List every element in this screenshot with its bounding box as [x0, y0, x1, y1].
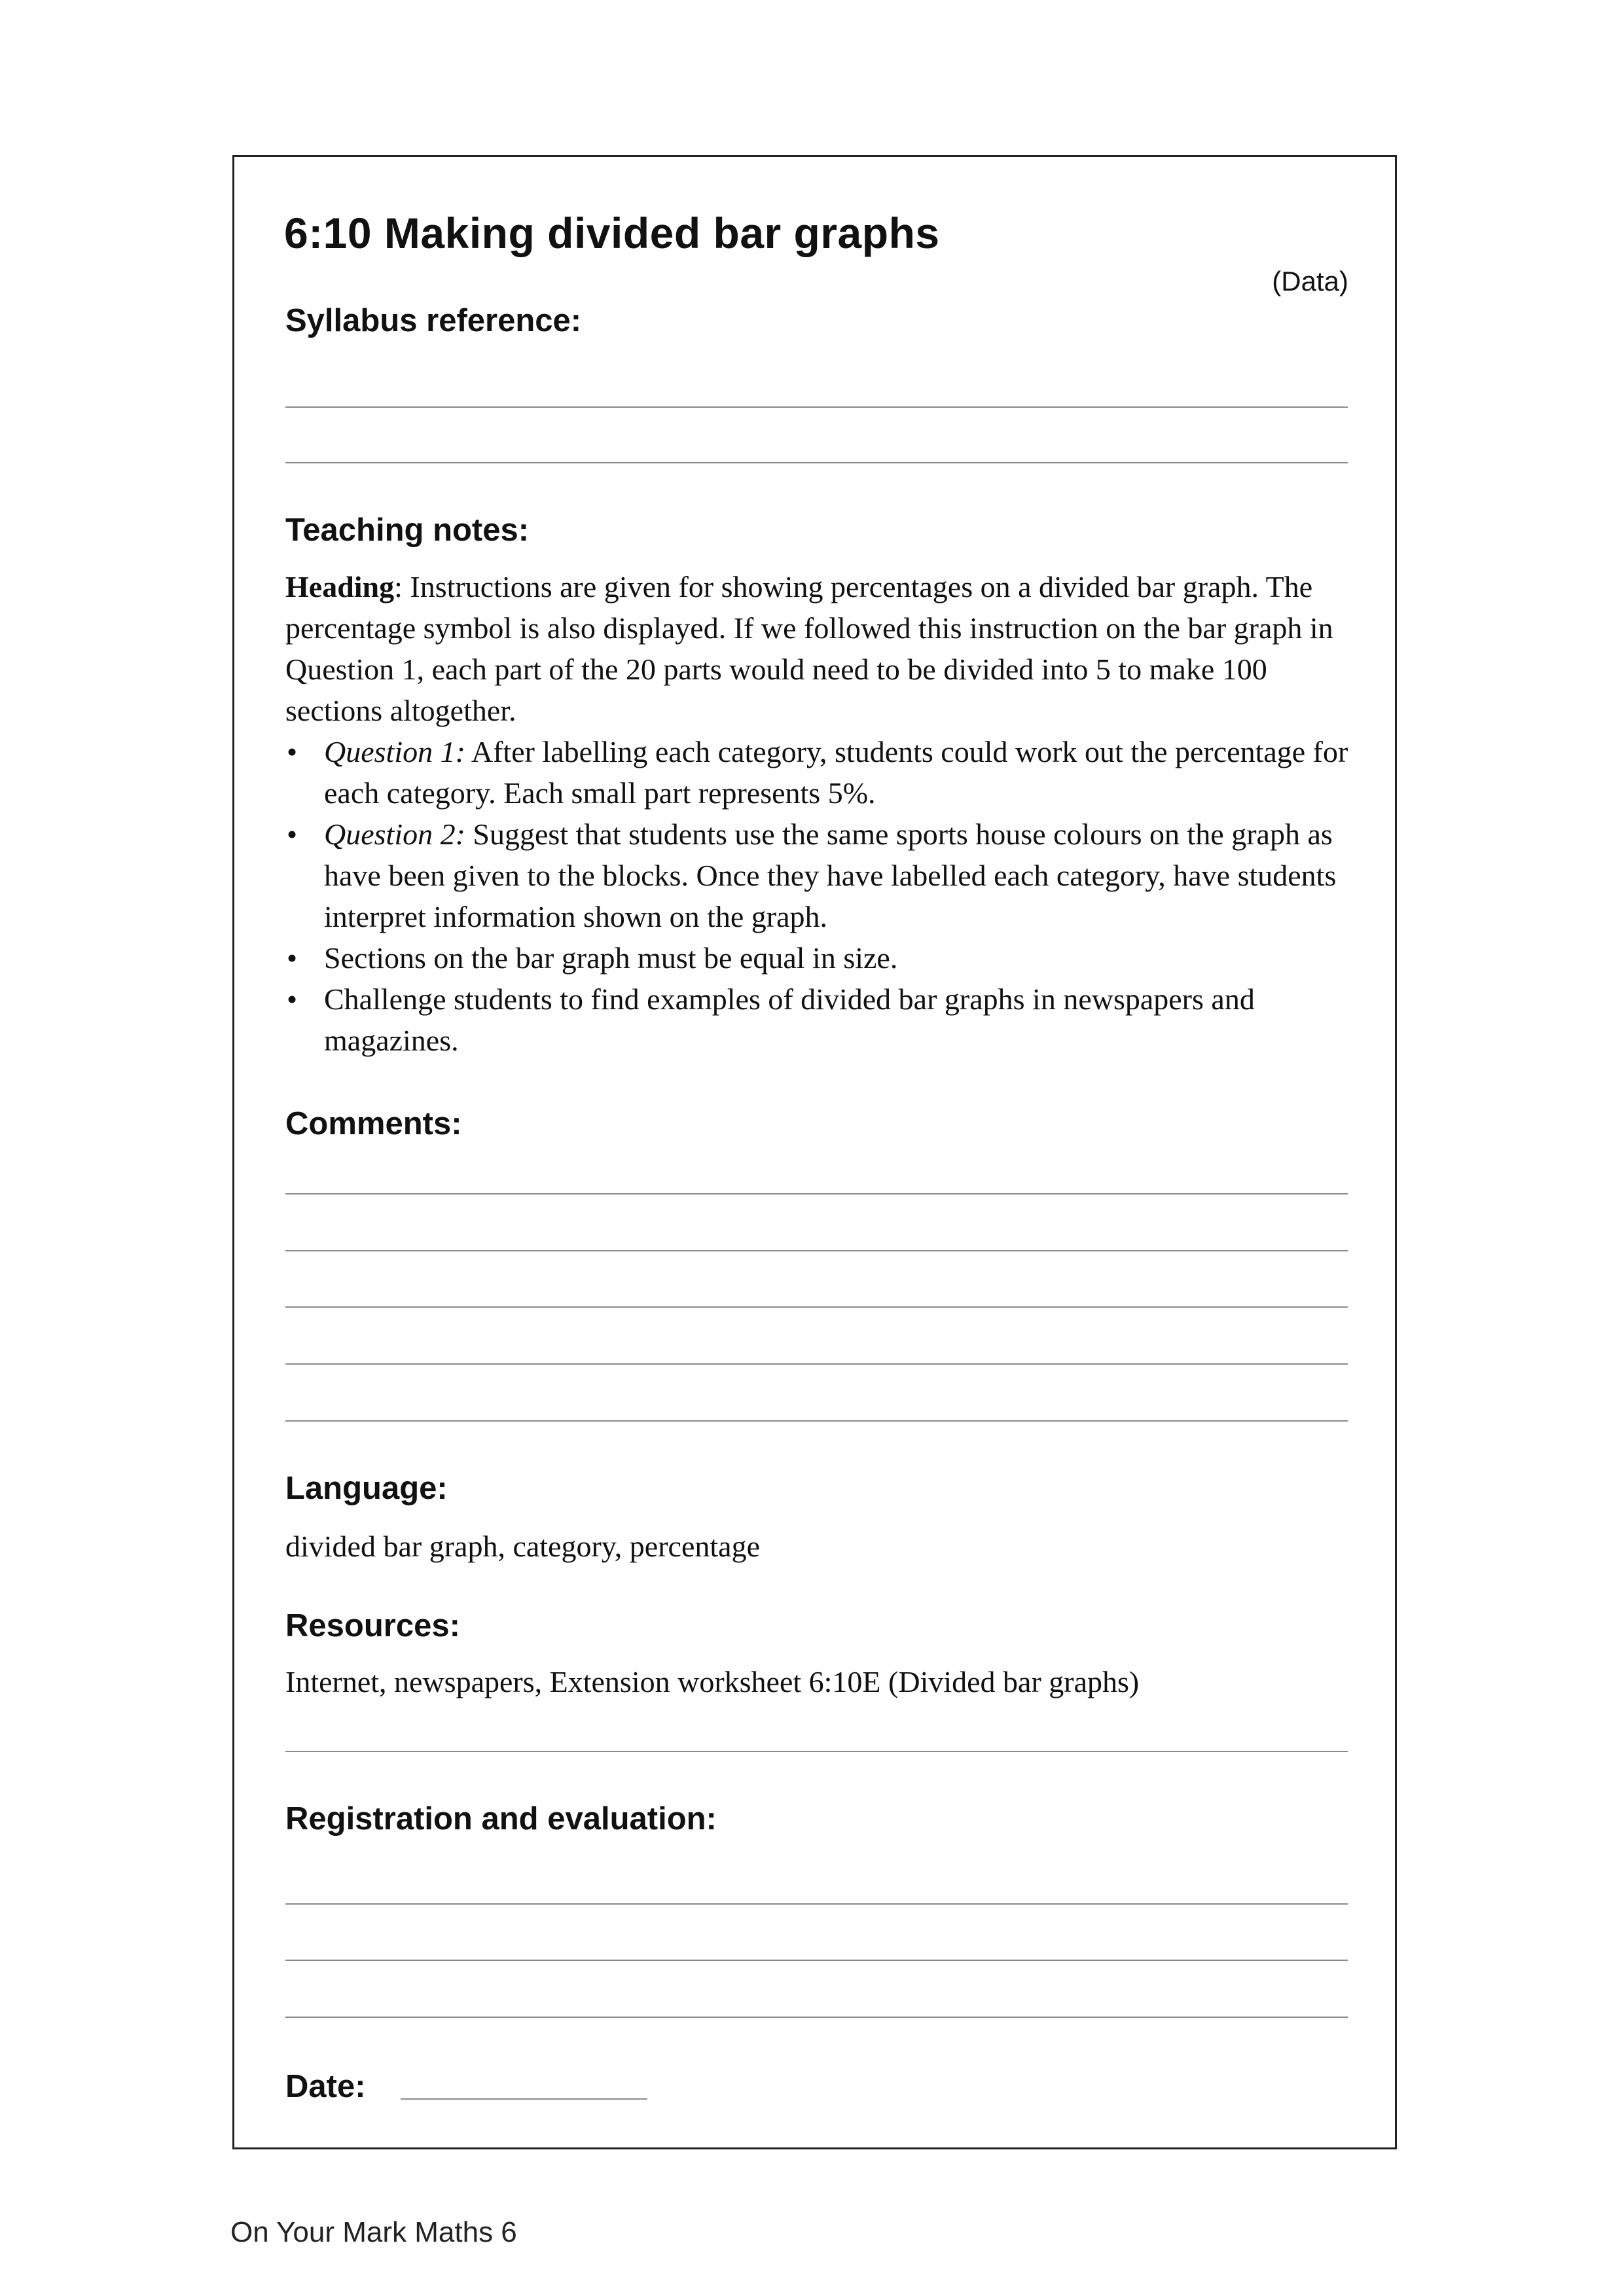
- bullet-icon: •: [287, 941, 298, 975]
- teaching-notes-body: [285, 566, 1359, 1061]
- registration-line-1: [285, 1903, 1348, 1905]
- bullet-text: Sections on the bar graph must be equal in size.: [324, 941, 898, 975]
- comments-line-2: [285, 1250, 1348, 1251]
- bullet-lead: Question 1:: [324, 735, 465, 768]
- comments-heading: Comments:: [285, 1106, 462, 1141]
- footer-book-title: On Your Mark Maths 6: [230, 2216, 517, 2248]
- syllabus-line-1: [285, 406, 1348, 408]
- teaching-intro: [285, 566, 1359, 731]
- comments-line-4: [285, 1363, 1348, 1365]
- intro-bold: Heading: [285, 570, 395, 603]
- bullet-icon: •: [287, 817, 298, 851]
- date-line: [401, 2098, 647, 2100]
- date-label: Date:: [285, 2069, 366, 2104]
- teaching-bullet-list: [285, 731, 1359, 1061]
- comments-line-3: [285, 1306, 1348, 1308]
- resources-text: Internet, newspapers, Extension worksheet 6:10E (Divided bar graphs): [285, 1665, 1140, 1698]
- comments-line-1: [285, 1193, 1348, 1194]
- strand-label: (Data): [1272, 266, 1348, 296]
- resources-heading: Resources:: [285, 1608, 460, 1643]
- resources-line: [285, 1751, 1348, 1752]
- syllabus-heading: Syllabus reference:: [285, 303, 582, 338]
- list-item: [285, 731, 1359, 814]
- syllabus-line-2: [285, 462, 1348, 463]
- bullet-text: Challenge students to find examples of divided bar graphs in newspapers and magazines.: [324, 982, 1255, 1057]
- bullet-icon: •: [287, 982, 298, 1016]
- intro-text: : Instructions are given for showing percentages on a divided bar graph. The percentage symbol is also displayed. If we followed this instruction on the bar graph in Question 1, each part of the 20 parts would need to be divided into 5 to make 100 sections altogether.: [285, 570, 1333, 727]
- language-text: divided bar graph, category, percentage: [285, 1530, 760, 1563]
- page-title: 6:10 Making divided bar graphs: [284, 209, 940, 257]
- language-heading: Language:: [285, 1471, 448, 1506]
- bullet-icon: •: [287, 735, 298, 768]
- list-item: [285, 937, 1359, 978]
- teaching-notes-heading: Teaching notes:: [285, 512, 530, 548]
- bullet-text: After labelling each category, students could work out the percentage for each category. Each small part represents 5%.: [324, 735, 1348, 810]
- registration-heading: Registration and evaluation:: [285, 1801, 717, 1837]
- bullet-lead: Question 2:: [324, 817, 465, 851]
- registration-line-3: [285, 2017, 1348, 2018]
- page-border: [232, 155, 1397, 2149]
- comments-line-5: [285, 1420, 1348, 1422]
- list-item: [285, 978, 1359, 1061]
- bullet-text: Suggest that students use the same sports house colours on the graph as have been given to the blocks. Once they have labelled each category, have students interpret information shown on the graph.: [324, 817, 1337, 933]
- list-item: [285, 814, 1359, 937]
- registration-line-2: [285, 1960, 1348, 1961]
